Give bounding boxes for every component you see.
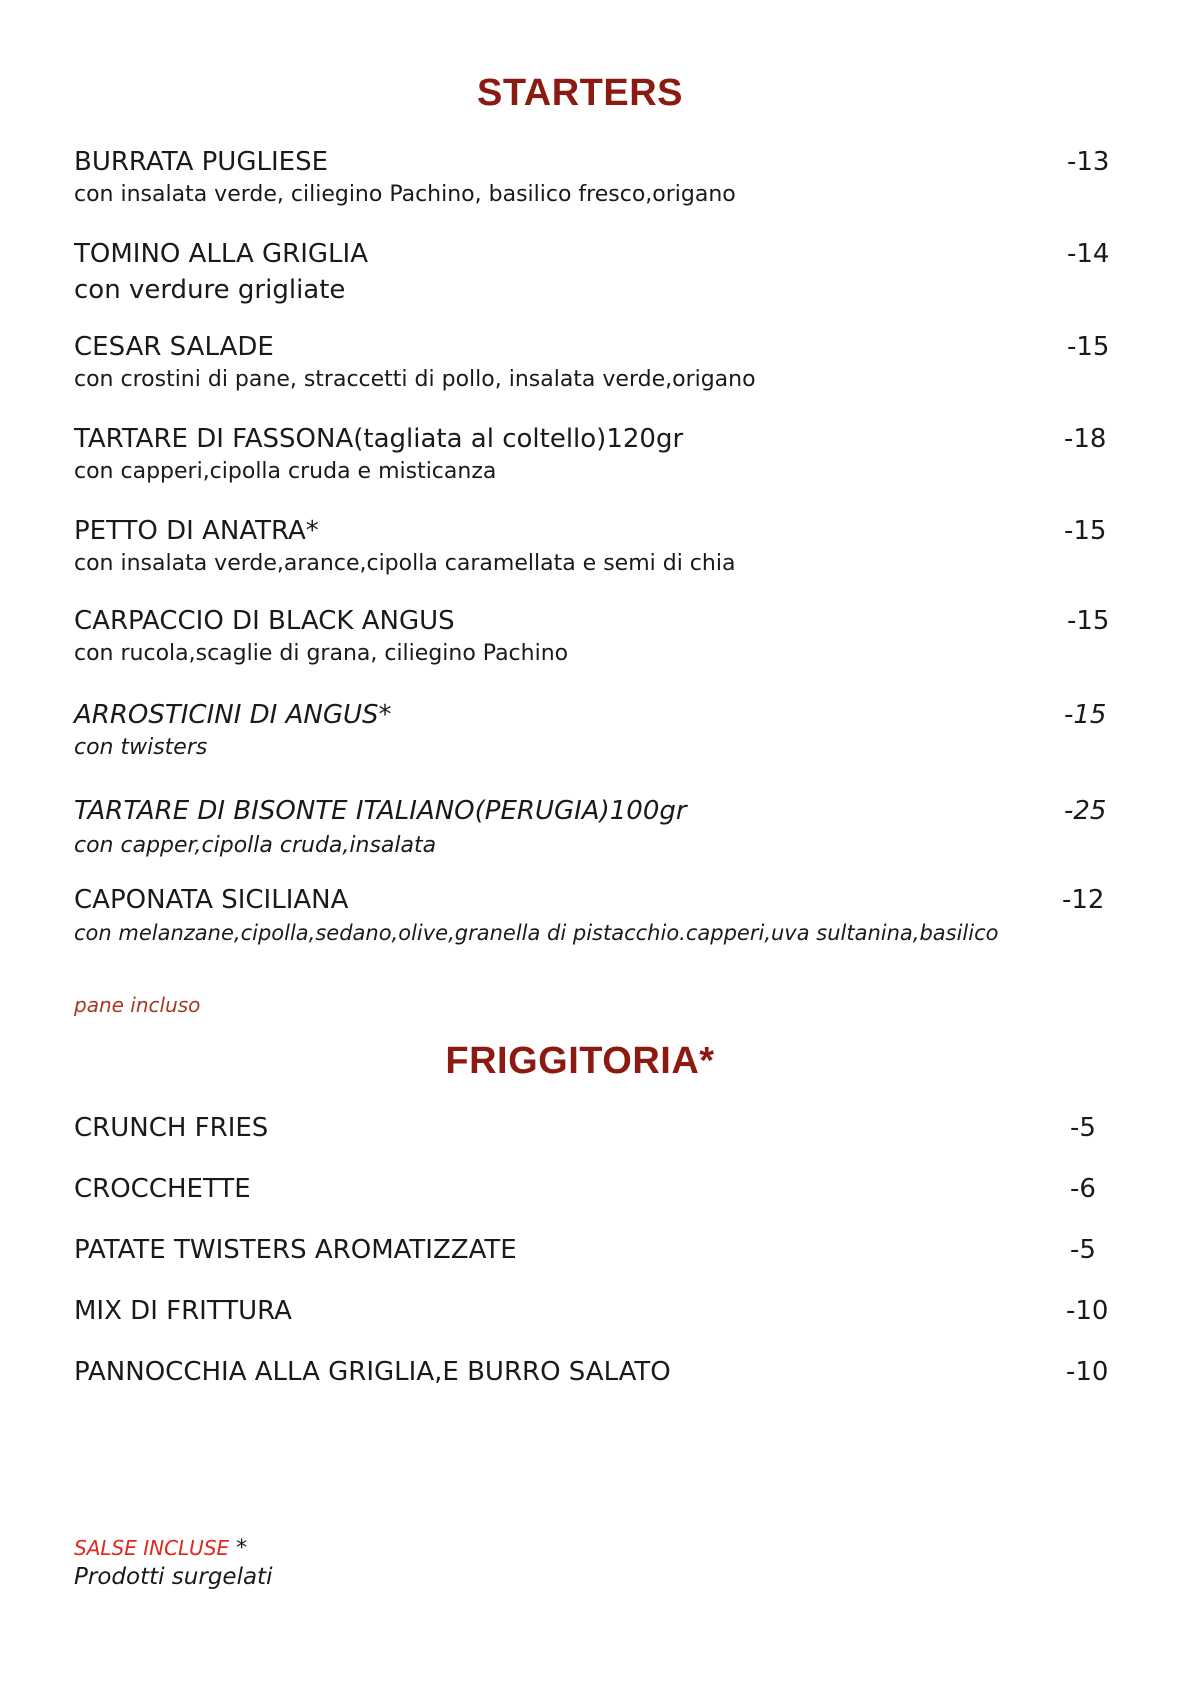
menu-item xyxy=(74,144,1134,210)
frozen-products-note: Prodotti surgelati xyxy=(74,1564,273,1590)
item-name: BURRATA PUGLIESE xyxy=(74,147,328,177)
menu-item xyxy=(74,603,1134,669)
menu-item xyxy=(74,1293,1114,1329)
sauces-included-note: SALSE INCLUSE xyxy=(74,1536,230,1560)
menu-item xyxy=(74,236,1134,308)
menu-item xyxy=(74,697,1134,763)
item-name: MIX DI FRITTURA xyxy=(74,1296,292,1326)
menu-item xyxy=(74,1171,1114,1207)
item-name: CESAR SALADE xyxy=(74,332,274,362)
item-price: -25 xyxy=(1064,796,1107,826)
menu-item xyxy=(74,1232,1114,1268)
menu-item xyxy=(74,513,1134,579)
item-name: TARTARE DI FASSONA(tagliata al coltello)120gr xyxy=(74,424,684,454)
item-price: -15 xyxy=(1067,606,1110,636)
frozen-star-marker: * xyxy=(229,1536,248,1561)
item-name: ARROSTICINI DI ANGUS* xyxy=(74,700,392,730)
item-price: -5 xyxy=(1070,1235,1096,1265)
item-price: -5 xyxy=(1070,1113,1096,1143)
item-price: -13 xyxy=(1067,147,1110,177)
item-name: CROCCHETTE xyxy=(74,1174,251,1204)
menu-item xyxy=(74,329,1134,395)
item-price: -12 xyxy=(1062,885,1105,915)
item-price: -15 xyxy=(1067,332,1110,362)
footnotes xyxy=(74,1534,272,1591)
item-description: con insalata verde,arance,cipolla caramellata e semi di chia xyxy=(74,551,736,576)
item-name: PATATE TWISTERS AROMATIZZATE xyxy=(74,1235,517,1265)
item-price: -10 xyxy=(1066,1296,1109,1326)
item-price: -10 xyxy=(1066,1357,1109,1387)
item-description: con capperi,cipolla cruda e misticanza xyxy=(74,459,497,484)
item-description: con melanzane,cipolla,sedano,olive,granella di pistacchio.capperi,uva sultanina,basilico xyxy=(74,921,999,945)
item-price: -15 xyxy=(1064,516,1107,546)
item-description: con twisters xyxy=(74,735,208,760)
bread-note: pane incluso xyxy=(74,993,201,1017)
item-name: PETTO DI ANATRA* xyxy=(74,516,319,546)
item-name: PANNOCCHIA ALLA GRIGLIA,E BURRO SALATO xyxy=(74,1357,671,1387)
menu-item xyxy=(74,1110,1114,1146)
starters-heading: STARTERS xyxy=(477,72,683,114)
menu-item xyxy=(74,421,1134,487)
item-name: CRUNCH FRIES xyxy=(74,1113,269,1143)
friggitoria-heading: FRIGGITORIA* xyxy=(445,1040,715,1082)
item-description: con capper,cipolla cruda,insalata xyxy=(74,833,437,858)
item-price: -15 xyxy=(1064,700,1107,730)
item-price: -14 xyxy=(1067,239,1110,269)
item-price: -6 xyxy=(1070,1174,1096,1204)
item-name: TOMINO ALLA GRIGLIA xyxy=(74,239,368,269)
item-name: CARPACCIO DI BLACK ANGUS xyxy=(74,606,455,636)
item-name: CAPONATA SICILIANA xyxy=(74,885,349,915)
menu-item xyxy=(74,882,1134,948)
menu-item xyxy=(74,1354,1114,1390)
menu-item xyxy=(74,793,1134,861)
item-price: -18 xyxy=(1064,424,1107,454)
item-description: con verdure grigliate xyxy=(74,275,346,305)
item-description: con rucola,scaglie di grana, ciliegino Pachino xyxy=(74,641,569,666)
item-name: TARTARE DI BISONTE ITALIANO(PERUGIA)100gr xyxy=(74,796,687,826)
item-description: con crostini di pane, straccetti di pollo, insalata verde,origano xyxy=(74,367,756,392)
item-description: con insalata verde, ciliegino Pachino, basilico fresco,origano xyxy=(74,182,736,207)
